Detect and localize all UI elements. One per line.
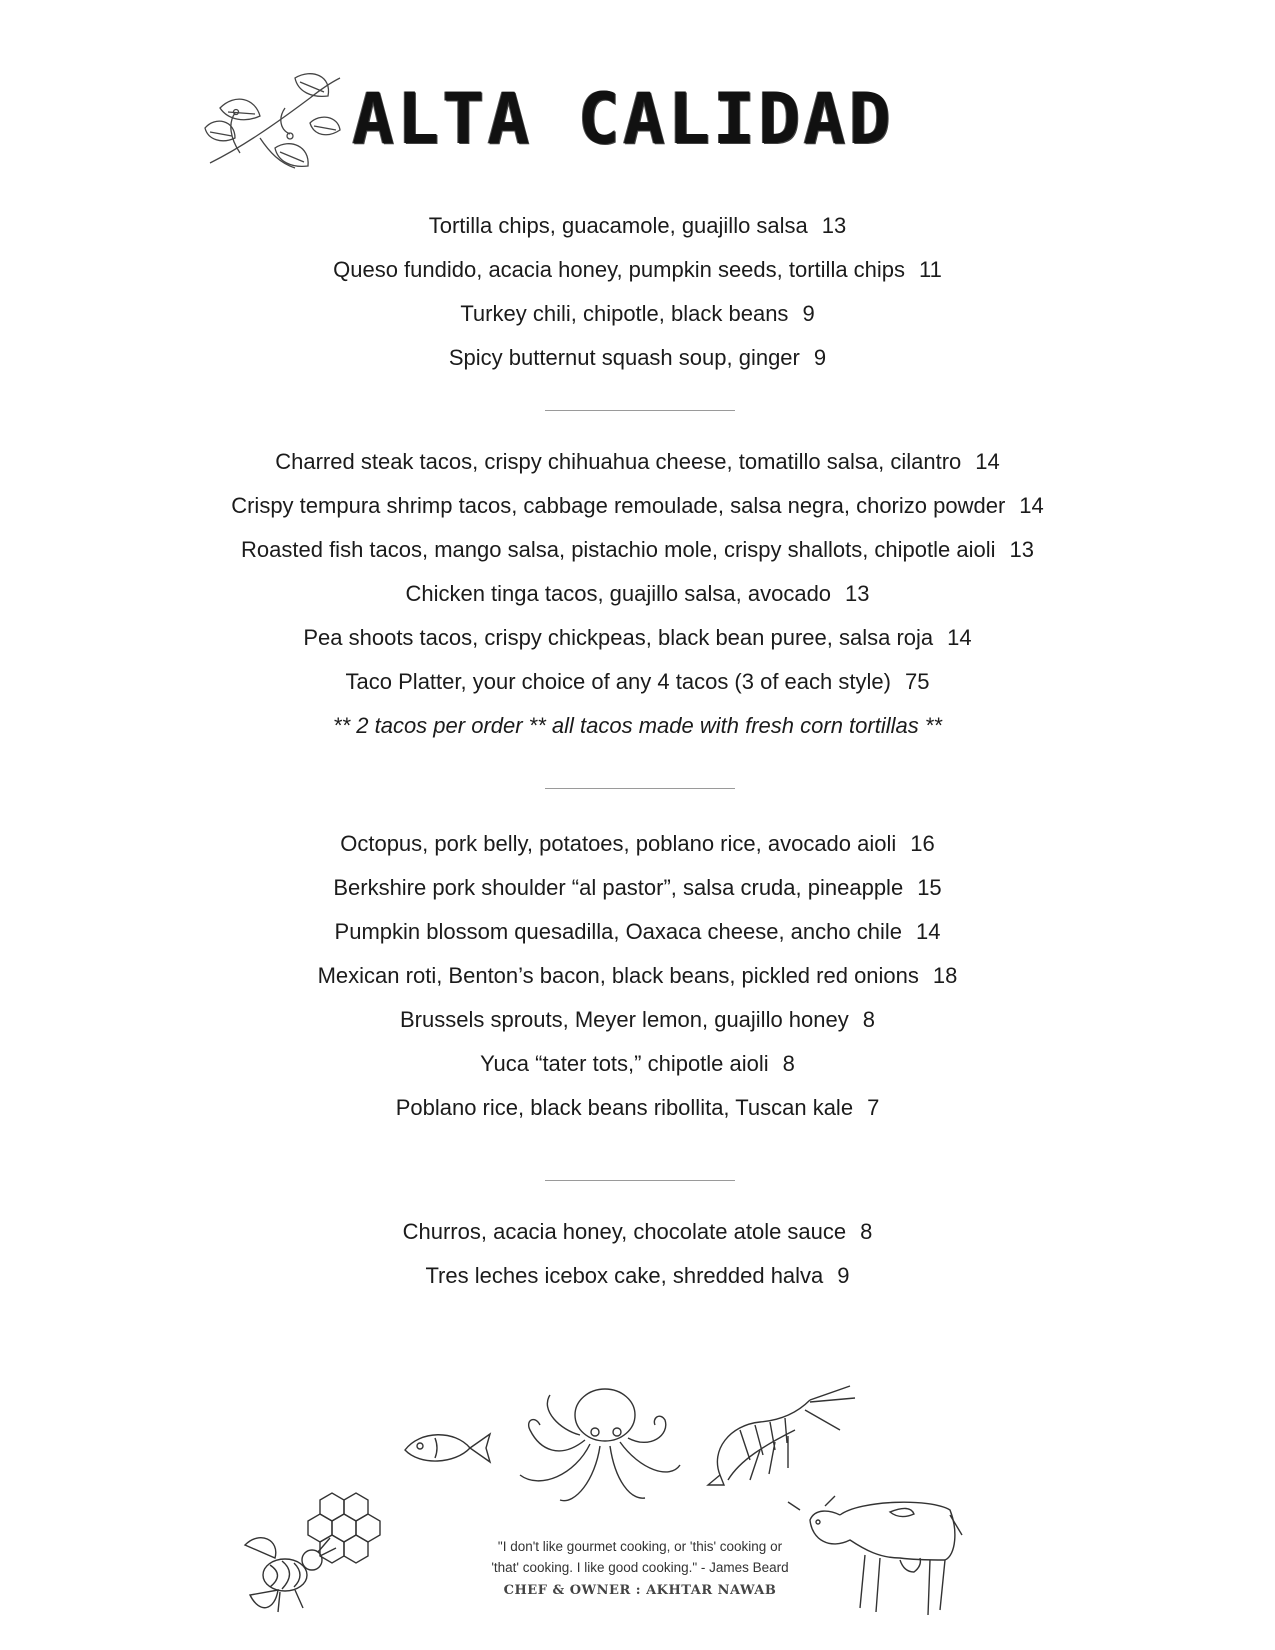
menu-item [0, 830, 1275, 858]
item-price: 8 [782, 1051, 795, 1076]
menu-item [0, 874, 1275, 902]
item-price: 9 [813, 345, 827, 370]
taco-note: ** 2 tacos per order ** all tacos made with fresh corn tortillas ** [333, 713, 942, 738]
shrimp-icon [708, 1386, 855, 1485]
section-divider [545, 410, 735, 411]
menu-item [0, 580, 1275, 608]
footer-illustrations [240, 1380, 1000, 1650]
item-price: 9 [802, 301, 815, 326]
item-name: Churros, acacia honey, chocolate atole sauce [402, 1219, 847, 1244]
menu-item [0, 492, 1275, 520]
item-name: Pumpkin blossom quesadilla, Oaxaca cheese, ancho chile [334, 919, 902, 944]
footer-quote [460, 1536, 820, 1578]
menu-item [0, 624, 1275, 652]
item-price: 13 [845, 581, 870, 606]
section-divider [545, 1180, 735, 1181]
item-name: Spicy butternut squash soup, ginger [448, 345, 800, 370]
fish-icon [405, 1434, 490, 1462]
menu-item [0, 212, 1275, 240]
menu-item [0, 536, 1275, 564]
item-name: Mexican roti, Benton’s bacon, black beans, pickled red onions [317, 963, 919, 988]
item-name: Pea shoots tacos, crispy chickpeas, black bean puree, salsa roja [303, 625, 934, 650]
item-price: 14 [975, 449, 1000, 474]
quote-line: 'that' cooking. I like good cooking." - James Beard [491, 1560, 789, 1575]
menu-item [0, 344, 1275, 372]
item-name: Berkshire pork shoulder “al pastor”, salsa cruda, pineapple [333, 875, 904, 900]
item-price: 9 [837, 1263, 850, 1288]
octopus-icon [520, 1389, 680, 1501]
menu-item [0, 962, 1275, 990]
item-name: Queso fundido, acacia honey, pumpkin seeds, tortilla chips [333, 257, 906, 282]
restaurant-title: ALTA CALIDAD [352, 78, 894, 160]
item-price: 75 [904, 669, 930, 694]
menu-item [0, 918, 1275, 946]
quote-line: "I don't like gourmet cooking, or 'this' cooking or [497, 1539, 783, 1554]
menu-item [0, 1262, 1275, 1290]
item-price: 8 [860, 1219, 873, 1244]
menu-item [0, 668, 1275, 696]
item-name: Tortilla chips, guacamole, guajillo salsa [428, 213, 808, 238]
item-price: 13 [1009, 537, 1034, 562]
item-name: Taco Platter, your choice of any 4 tacos (3 of each style) [345, 669, 891, 694]
menu-item [0, 256, 1275, 284]
item-name: Roasted fish tacos, mango salsa, pistachio mole, crispy shallots, chipotle aioli [241, 537, 996, 562]
item-name: Tres leches icebox cake, shredded halva [425, 1263, 824, 1288]
item-name: Crispy tempura shrimp tacos, cabbage remoulade, salsa negra, chorizo powder [231, 493, 1006, 518]
menu-item [0, 448, 1275, 476]
item-price: 7 [867, 1095, 880, 1120]
menu-item [0, 1218, 1275, 1246]
item-price: 14 [1019, 493, 1044, 518]
menu-item [0, 300, 1275, 328]
menu-item [0, 1050, 1275, 1078]
menu-item [0, 1094, 1275, 1122]
item-price: 15 [917, 875, 942, 900]
section-divider [545, 788, 735, 789]
item-name: Octopus, pork belly, potatoes, poblano rice, avocado aioli [340, 831, 897, 856]
bee-icon [245, 1538, 336, 1612]
item-name: Yuca “tater tots,” chipotle aioli [480, 1051, 769, 1076]
branch-leaves-icon [200, 68, 350, 178]
item-price: 14 [915, 919, 941, 944]
item-price: 16 [910, 831, 935, 856]
item-name: Turkey chili, chipotle, black beans [460, 301, 789, 326]
menu-item [0, 1006, 1275, 1034]
chef-credit: CHEF & OWNER : AKHTAR NAWAB [503, 1583, 777, 1598]
item-price: 11 [919, 257, 942, 282]
item-price: 8 [862, 1007, 875, 1032]
item-price: 14 [947, 625, 972, 650]
item-name: Chicken tinga tacos, guajillo salsa, avocado [405, 581, 832, 606]
item-name: Charred steak tacos, crispy chihuahua cheese, tomatillo salsa, cilantro [275, 449, 962, 474]
item-price: 13 [821, 213, 847, 238]
item-name: Brussels sprouts, Meyer lemon, guajillo honey [399, 1007, 849, 1032]
menu-header [200, 60, 920, 190]
item-name: Poblano rice, black beans ribollita, Tuscan kale [395, 1095, 854, 1120]
item-price: 18 [932, 963, 958, 988]
